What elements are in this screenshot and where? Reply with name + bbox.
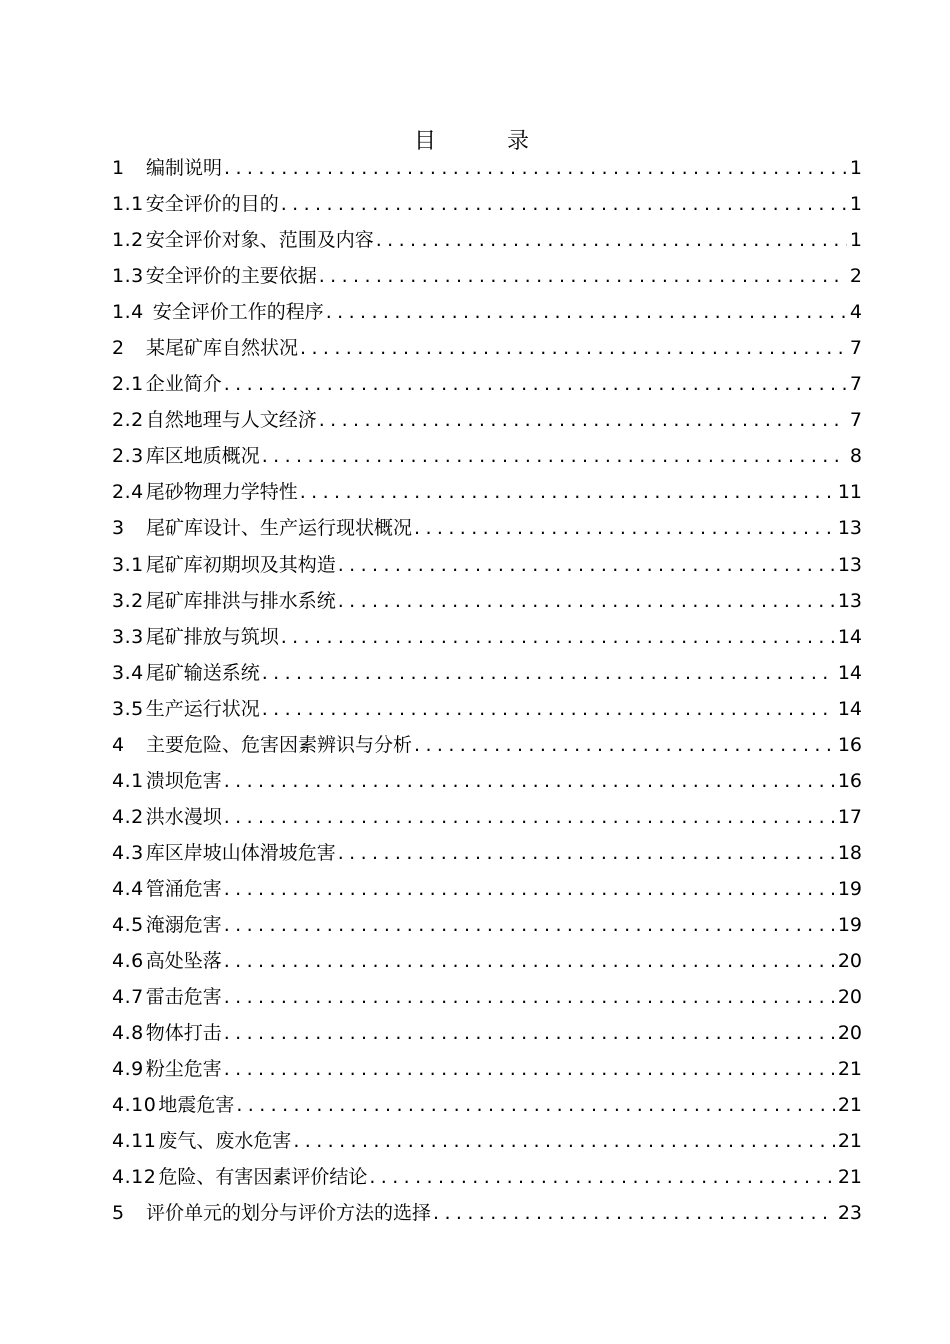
toc-entry[interactable] (112, 510, 862, 546)
toc-entry[interactable] (112, 1159, 862, 1195)
toc-entry-title: 淹溺危害 (145, 913, 222, 936)
toc-dot-leader (224, 943, 835, 979)
toc-entry-title: 安全评价工作的程序 (152, 301, 324, 324)
toc-entry-page-number: 20 (837, 1022, 862, 1045)
toc-entry-number: 2.1 (112, 373, 144, 396)
toc-entry-title: 生产运行状况 (145, 697, 260, 720)
toc-dot-leader (433, 1195, 835, 1231)
toc-entry[interactable] (112, 330, 862, 366)
toc-entry-title: 库区岸坡山体滑坡危害 (145, 841, 336, 864)
toc-entry-page-number: 13 (837, 517, 862, 540)
toc-entry[interactable] (112, 1087, 862, 1123)
toc-entry-page-number: 4 (849, 301, 862, 324)
toc-entry-title: 废气、废水危害 (158, 1130, 292, 1153)
toc-entry-title: 危险、有害因素评价结论 (158, 1166, 368, 1189)
toc-entry[interactable] (112, 438, 862, 474)
toc-entry-title: 地震危害 (158, 1094, 235, 1117)
toc-entry-page-number: 14 (837, 697, 862, 720)
toc-entry-number: 4.12 (112, 1166, 157, 1189)
toc-entry-page-number: 21 (837, 1130, 862, 1153)
toc-entry-title: 管涌危害 (145, 877, 222, 900)
toc-entry-title: 洪水漫坝 (145, 805, 222, 828)
toc-entry-title: 安全评价的主要依据 (145, 265, 317, 288)
toc-entry-title: 尾矿排放与筑坝 (145, 625, 279, 648)
toc-dot-leader (293, 1123, 834, 1159)
toc-entry-title: 安全评价的目的 (145, 193, 279, 216)
toc-entry[interactable] (112, 619, 862, 655)
toc-entry-number: 2.3 (112, 445, 144, 468)
toc-dot-leader (369, 1159, 834, 1195)
toc-entry-number: 4.3 (112, 841, 144, 864)
toc-entry-title: 评价单元的划分与评价方法的选择 (146, 1202, 432, 1225)
toc-entry-page-number: 13 (837, 553, 862, 576)
toc-dot-leader (319, 402, 847, 438)
toc-entry-number: 2.4 (112, 481, 144, 504)
toc-entry-page-number: 19 (837, 877, 862, 900)
toc-dot-leader (224, 763, 835, 799)
toc-dot-leader (224, 799, 835, 835)
toc-entry-page-number: 21 (837, 1058, 862, 1081)
toc-entry-title: 编制说明 (146, 157, 223, 179)
toc-dot-leader (300, 330, 847, 366)
toc-entry[interactable] (112, 907, 862, 943)
toc-entry-page-number: 7 (849, 337, 862, 360)
toc-entry-title: 高处坠落 (145, 950, 222, 973)
toc-entry-number: 4.2 (112, 805, 144, 828)
toc-entry-title: 库区地质概况 (145, 445, 260, 468)
toc-entry[interactable] (112, 763, 862, 799)
toc-entry[interactable] (112, 294, 862, 330)
toc-entry-number: 3.3 (112, 625, 144, 648)
toc-dot-leader (338, 835, 835, 871)
toc-entry-title: 尾矿库初期坝及其构造 (145, 553, 336, 576)
toc-dot-leader (224, 979, 835, 1015)
toc-dot-leader (262, 655, 835, 691)
toc-dot-leader (224, 907, 835, 943)
toc-entry-page-number: 20 (837, 986, 862, 1009)
toc-dot-leader (319, 258, 847, 294)
toc-list (112, 150, 862, 1231)
toc-entry-page-number: 19 (837, 913, 862, 936)
toc-entry-number: 1 (112, 157, 125, 179)
toc-dot-leader (224, 871, 835, 907)
toc-entry-page-number: 14 (837, 661, 862, 684)
toc-dot-leader (338, 547, 835, 583)
toc-entry-number: 3.2 (112, 589, 144, 612)
toc-dot-leader (262, 438, 847, 474)
toc-entry-page-number: 23 (837, 1202, 862, 1225)
toc-entry-number: 4.1 (112, 769, 144, 792)
toc-entry-number: 1.3 (112, 265, 144, 288)
toc-entry-title: 安全评价对象、范围及内容 (145, 229, 374, 252)
toc-entry[interactable] (112, 1051, 862, 1087)
toc-entry-title: 尾矿输送系统 (145, 661, 260, 684)
toc-dot-leader (224, 366, 847, 402)
toc-entry[interactable] (112, 150, 862, 186)
toc-dot-leader (338, 583, 835, 619)
toc-entry-page-number: 7 (849, 373, 862, 396)
toc-entry-page-number: 17 (837, 805, 862, 828)
toc-entry-number: 3.5 (112, 697, 144, 720)
toc-entry-title: 粉尘危害 (145, 1058, 222, 1081)
toc-entry-number: 3.4 (112, 661, 144, 684)
toc-dot-leader (414, 727, 835, 763)
toc-entry[interactable] (112, 691, 862, 727)
toc-entry-number: 4.8 (112, 1022, 144, 1045)
toc-dot-leader (281, 619, 835, 655)
toc-dot-leader (224, 1051, 835, 1087)
toc-entry-page-number: 18 (837, 841, 862, 864)
toc-entry-number: 3.1 (112, 553, 144, 576)
toc-entry-number: 4.10 (112, 1094, 157, 1117)
toc-entry-page-number: 21 (837, 1094, 862, 1117)
toc-entry-page-number: 1 (849, 193, 862, 216)
toc-dot-leader (224, 1015, 835, 1051)
toc-entry-title: 企业简介 (145, 373, 222, 396)
toc-entry-page-number: 20 (837, 950, 862, 973)
toc-entry-number: 4.9 (112, 1058, 144, 1081)
toc-entry-title: 某尾矿库自然状况 (146, 337, 299, 360)
toc-entry-number: 1.2 (112, 229, 144, 252)
toc-entry-page-number: 21 (837, 1166, 862, 1189)
toc-entry-number: 5 (112, 1202, 125, 1225)
toc-dot-leader (224, 150, 847, 186)
toc-dot-leader (300, 474, 835, 510)
toc-entry-title: 雷击危害 (145, 986, 222, 1009)
toc-entry[interactable] (112, 402, 862, 438)
toc-entry-number: 4 (112, 733, 125, 756)
toc-entry[interactable] (112, 1015, 862, 1051)
toc-entry[interactable] (112, 366, 862, 402)
toc-entry[interactable] (112, 1123, 862, 1159)
toc-entry-number: 2.2 (112, 409, 144, 432)
toc-entry-title: 自然地理与人文经济 (145, 409, 317, 432)
toc-entry[interactable] (112, 799, 862, 835)
toc-entry[interactable] (112, 583, 862, 619)
toc-entry-page-number: 16 (837, 733, 862, 756)
toc-entry[interactable] (112, 655, 862, 691)
toc-entry-number: 4.11 (112, 1130, 157, 1153)
toc-entry[interactable] (112, 943, 862, 979)
toc-entry[interactable] (112, 1195, 862, 1231)
toc-entry-number: 2 (112, 337, 125, 360)
toc-entry-page-number: 14 (837, 625, 862, 648)
toc-entry-page-number: 1 (849, 229, 862, 252)
toc-entry-title: 尾矿库设计、生产运行现状概况 (146, 517, 413, 540)
toc-entry[interactable] (112, 474, 862, 510)
toc-entry-page-number: 8 (849, 445, 862, 468)
toc-dot-leader (376, 222, 847, 258)
toc-entry-number: 4.7 (112, 986, 144, 1009)
toc-entry-title: 主要危险、危害因素辨识与分析 (146, 733, 413, 756)
toc-entry-number: 1.4 (112, 301, 144, 324)
toc-dot-leader (262, 691, 835, 727)
toc-entry-page-number: 13 (837, 589, 862, 612)
toc-entry-page-number: 16 (837, 769, 862, 792)
toc-entry-page-number: 7 (849, 409, 862, 432)
toc-entry-page-number: 2 (849, 265, 862, 288)
toc-dot-leader (281, 186, 847, 222)
toc-entry-number: 4.6 (112, 950, 144, 973)
toc-dot-leader (236, 1087, 834, 1123)
toc-entry-number: 4.5 (112, 913, 144, 936)
toc-entry[interactable] (112, 258, 862, 294)
toc-entry[interactable] (112, 727, 862, 763)
toc-entry-number: 1.1 (112, 193, 144, 216)
toc-title: 目 录 (414, 129, 561, 154)
toc-entry-title: 物体打击 (145, 1022, 222, 1045)
toc-entry[interactable] (112, 186, 862, 222)
toc-entry-number: 3 (112, 517, 125, 540)
toc-dot-leader (326, 294, 847, 330)
toc-entry-title: 尾矿库排洪与排水系统 (145, 589, 336, 612)
toc-entry-number: 4.4 (112, 877, 144, 900)
toc-entry-title: 溃坝危害 (145, 769, 222, 792)
toc-entry[interactable] (112, 222, 862, 258)
toc-entry[interactable] (112, 835, 862, 871)
toc-entry[interactable] (112, 547, 862, 583)
toc-dot-leader (414, 510, 835, 546)
toc-entry-title: 尾砂物理力学特性 (145, 481, 298, 504)
toc-entry[interactable] (112, 871, 862, 907)
toc-entry-page-number: 1 (849, 157, 862, 179)
toc-entry-page-number: 11 (837, 481, 862, 504)
toc-entry[interactable] (112, 979, 862, 1015)
